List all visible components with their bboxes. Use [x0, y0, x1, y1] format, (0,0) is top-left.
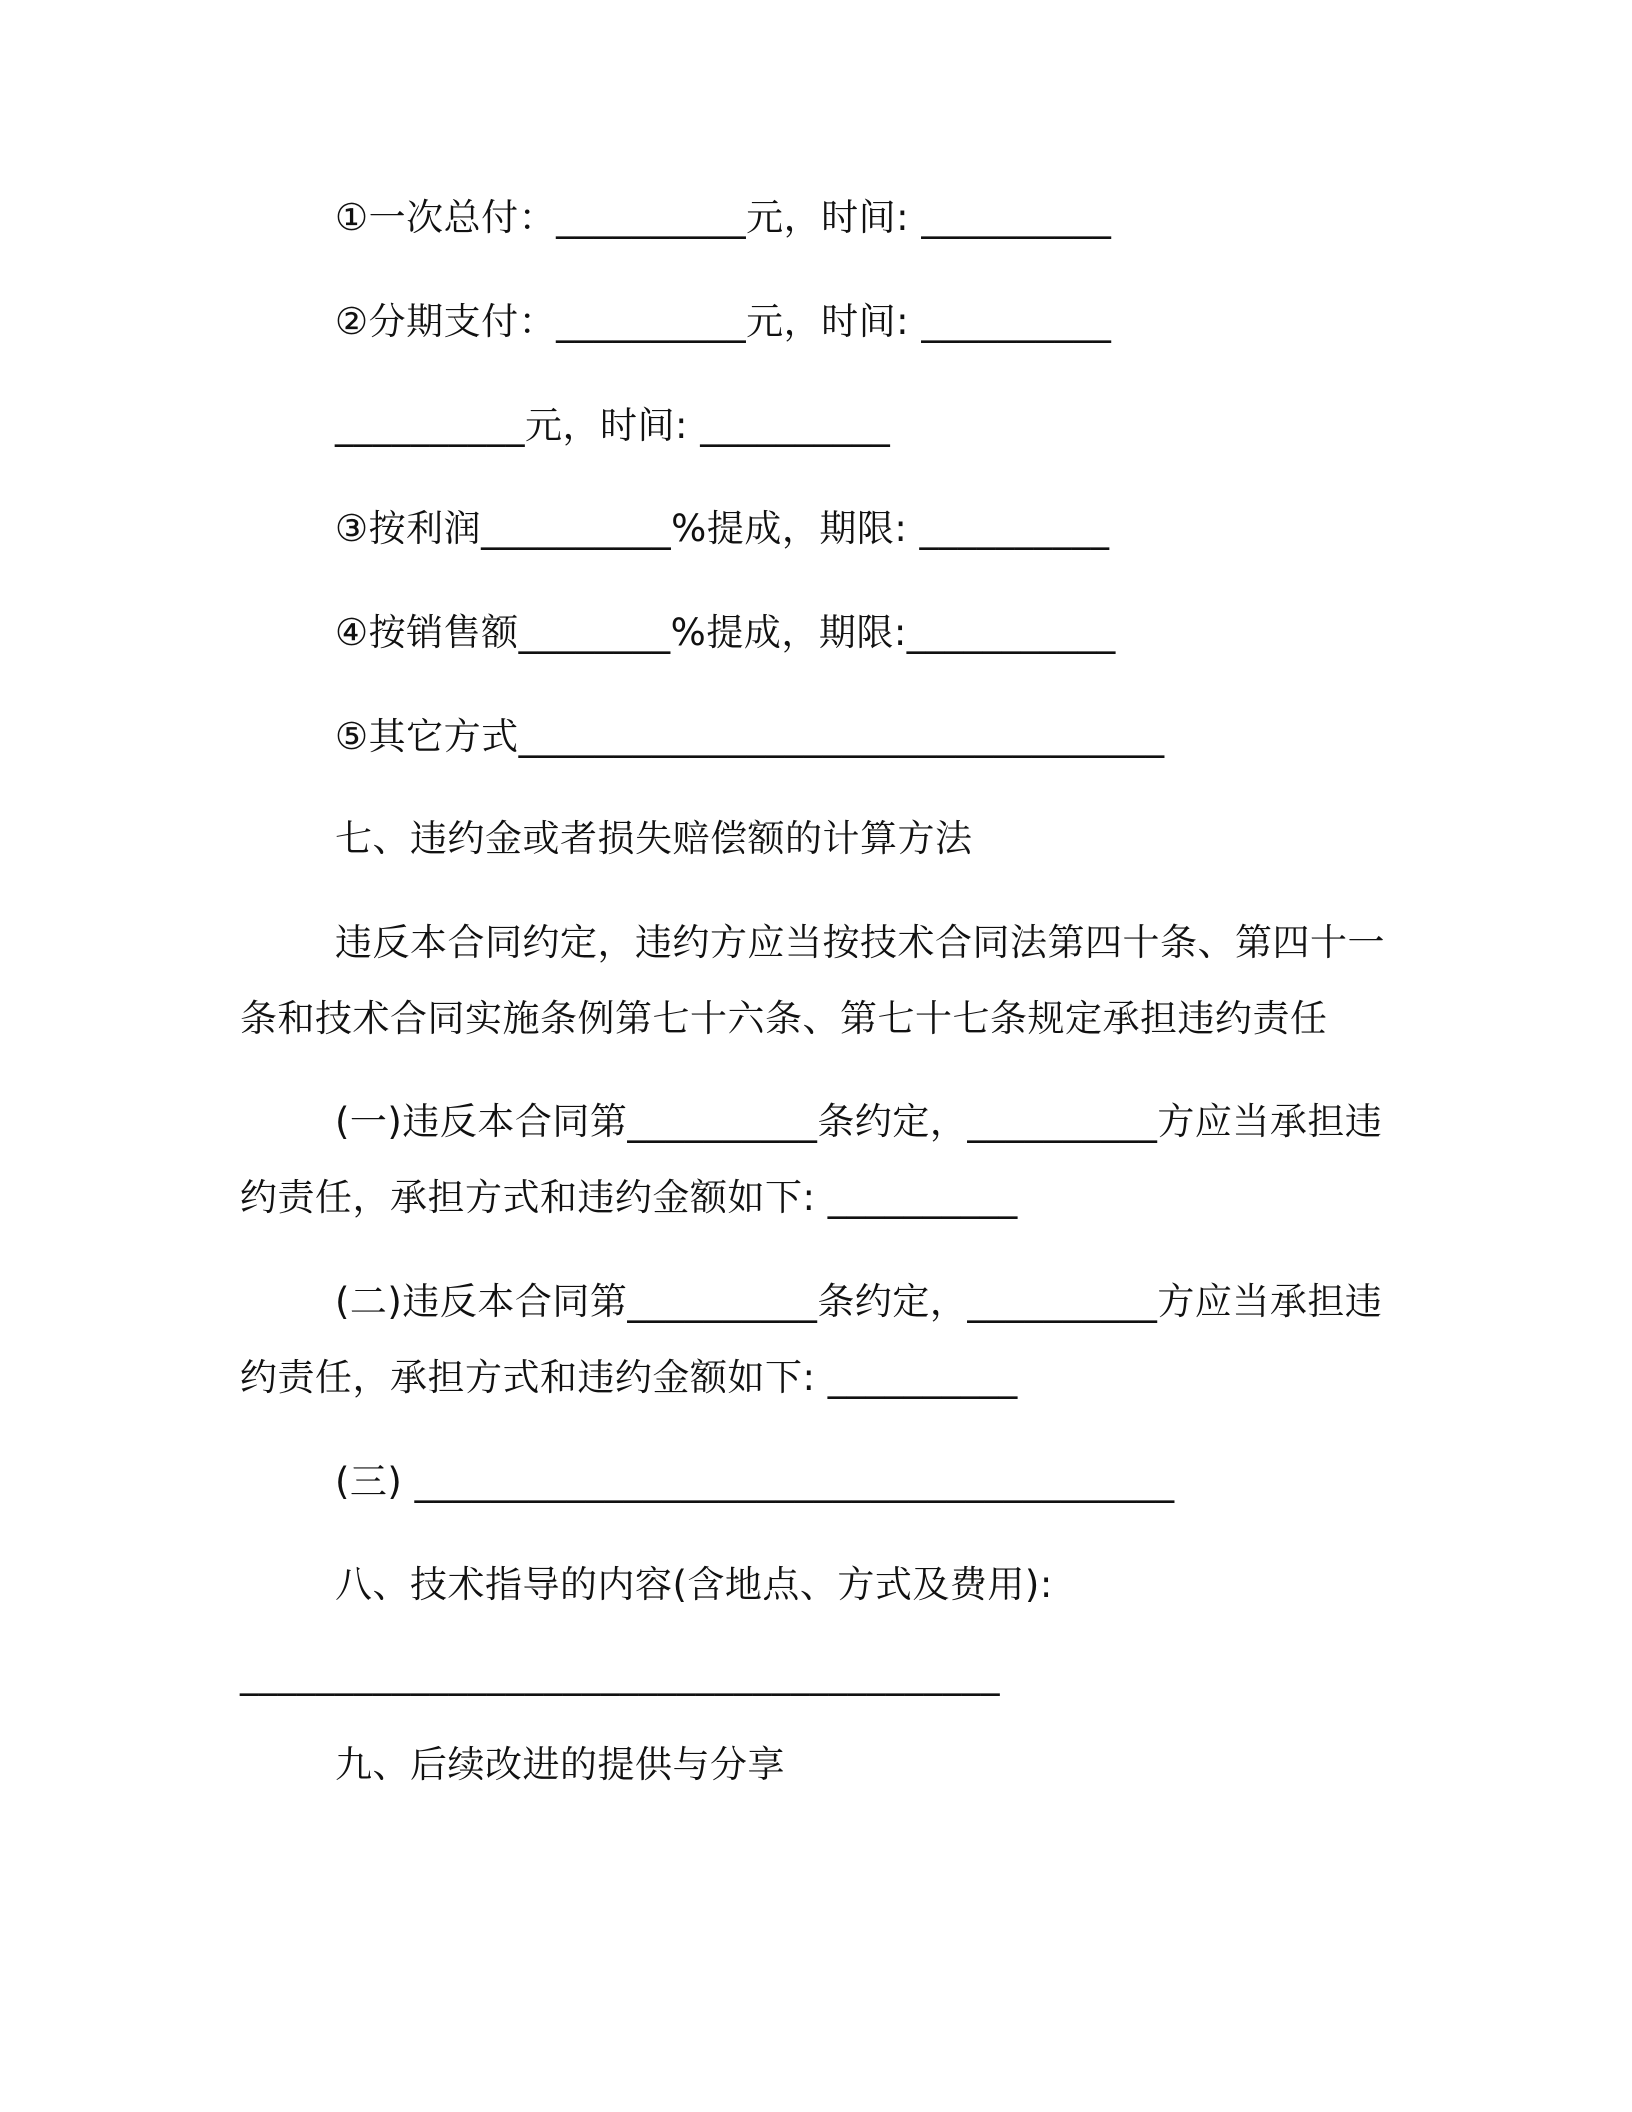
section-7-paragraph-line-1: 违反本合同约定，违约方应当按技术合同法第四十条、第四十一 [335, 921, 1385, 964]
section-8-blank-line: ________________________________________ [240, 1653, 1000, 1696]
payment-lump-sum-line: ①一次总付：__________元，时间: __________ [335, 196, 1112, 239]
section-8-heading: 八、技术指导的内容(含地点、方式及费用): [335, 1563, 1053, 1606]
payment-installment-continued-line: __________元，时间: __________ [335, 404, 891, 447]
payment-sales-share-line: ④按销售额________%提成，期限:___________ [335, 611, 1116, 654]
section-7-paragraph-line-2: 条和技术合同实施条例第七十六条、第七十七条规定承担违约责任 [240, 997, 1328, 1040]
clause-2-line-1: (二)违反本合同第__________条约定，__________方应当承担违 [335, 1280, 1383, 1323]
payment-other-line: ⑤其它方式__________________________________ [335, 715, 1165, 758]
payment-installment-line: ②分期支付：__________元，时间: __________ [335, 300, 1112, 343]
payment-profit-share-line: ③按利润__________%提成，期限: __________ [335, 507, 1110, 550]
clause-1-line-1: (一)违反本合同第__________条约定，__________方应当承担违 [335, 1100, 1383, 1143]
clause-2-line-2: 约责任，承担方式和违约金额如下: __________ [240, 1356, 1018, 1399]
section-7-heading: 七、违约金或者损失赔偿额的计算方法 [335, 817, 973, 860]
clause-3-line: (三) ________________________________________ [335, 1460, 1175, 1503]
section-9-heading: 九、后续改进的提供与分享 [335, 1743, 785, 1786]
clause-1-line-2: 约责任，承担方式和违约金额如下: __________ [240, 1176, 1018, 1219]
